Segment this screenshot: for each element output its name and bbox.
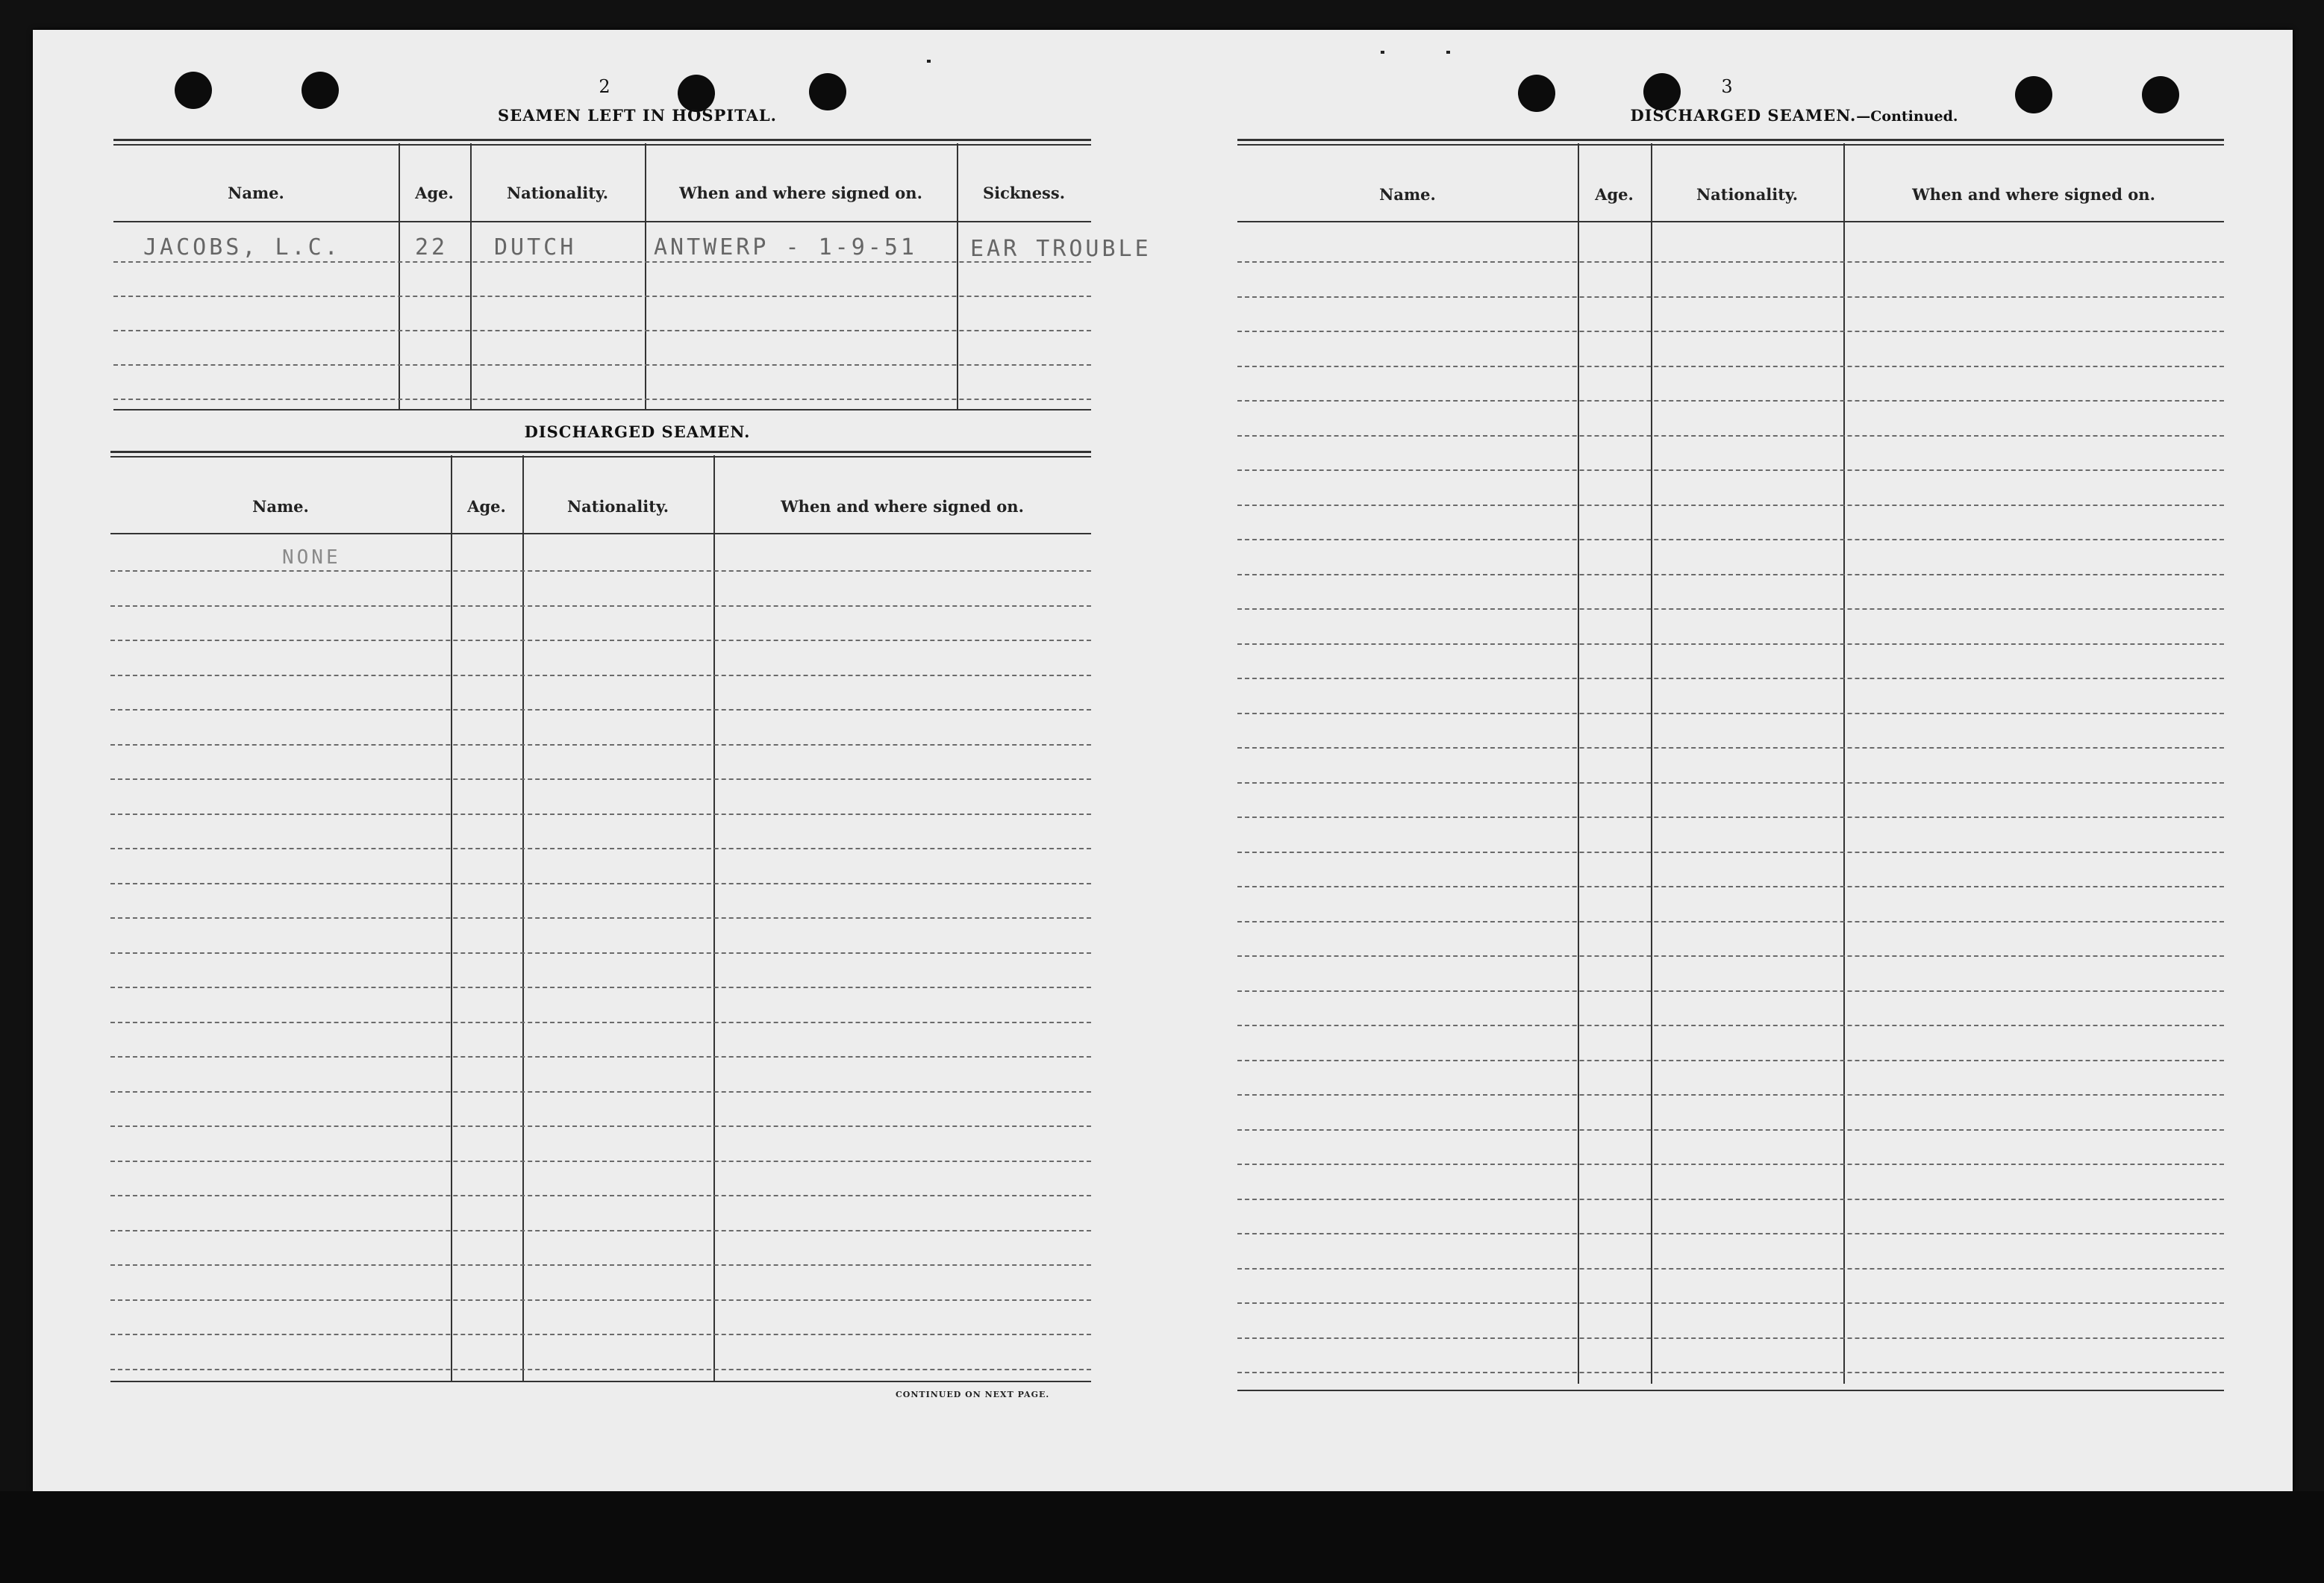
hospital-entry-nationality: DUTCH	[494, 234, 577, 260]
discharged-col-name: Name.	[252, 497, 309, 516]
ruled-line	[110, 1230, 1091, 1231]
discharged-col-signed-on: When and where signed on.	[781, 497, 1024, 516]
ruled-line	[1237, 1164, 2224, 1165]
ruled-line	[1237, 261, 2224, 263]
ruled-line	[1237, 782, 2224, 784]
ruled-line	[1237, 366, 2224, 367]
hospital-entry-age: 22	[415, 234, 449, 260]
ruled-line	[1237, 331, 2224, 332]
ruled-line	[110, 1299, 1091, 1301]
ruled-line	[110, 814, 1091, 815]
ruled-line	[1237, 1372, 2224, 1373]
ruled-line	[110, 1161, 1091, 1162]
ruled-line	[110, 778, 1091, 780]
ruled-line	[110, 883, 1091, 884]
hospital-entry-signed-on: ANTWERP - 1-9-51	[654, 234, 917, 260]
ruled-line	[1237, 574, 2224, 575]
ruled-line	[110, 1334, 1091, 1335]
ruled-line	[1237, 400, 2224, 402]
ruled-line	[1237, 1302, 2224, 1304]
ruled-line	[1237, 955, 2224, 957]
ruled-line	[110, 1056, 1091, 1058]
continued-note: CONTINUED ON NEXT PAGE.	[896, 1390, 1050, 1399]
ruled-line	[1237, 1268, 2224, 1270]
punch-hole	[809, 73, 846, 110]
hospital-table	[113, 139, 1152, 452]
ruled-line	[110, 709, 1091, 711]
ruled-line	[1237, 643, 2224, 645]
hospital-col-age: Age.	[415, 184, 454, 202]
ruled-line	[1237, 469, 2224, 471]
register-sheet	[33, 30, 2293, 1491]
right-col-nationality: Nationality.	[1696, 185, 1799, 204]
ruled-line	[1237, 990, 2224, 992]
punch-hole	[175, 72, 212, 109]
ruled-line	[110, 848, 1091, 849]
right-discharged-table	[1237, 139, 2224, 1423]
ruled-line	[1237, 1094, 2224, 1096]
ink-speck	[927, 60, 931, 63]
ruled-line	[1237, 852, 2224, 853]
ink-speck	[1381, 51, 1384, 54]
ruled-line	[1237, 678, 2224, 679]
hospital-col-nationality: Nationality.	[506, 184, 609, 202]
hospital-entry-sickness: EAR TROUBLE	[970, 236, 1152, 262]
right-page-number: 3	[1721, 76, 1733, 97]
ruled-line	[110, 1195, 1091, 1196]
ruled-line	[1237, 608, 2224, 610]
right-col-name: Name.	[1379, 185, 1436, 204]
discharged-heading: DISCHARGED SEAMEN.	[524, 422, 751, 441]
left-page-number: 2	[599, 76, 610, 97]
right-col-signed-on: When and where signed on.	[1912, 185, 2155, 204]
punch-hole	[2142, 76, 2179, 113]
ruled-line	[110, 1125, 1091, 1127]
ruled-line	[110, 917, 1091, 919]
right-heading-suffix: —Continued.	[1856, 108, 1958, 125]
ruled-line	[1237, 296, 2224, 298]
discharged-entry-none: NONE	[282, 546, 341, 569]
ruled-line	[110, 1091, 1091, 1093]
right-heading	[1555, 106, 2033, 125]
ruled-line	[110, 640, 1091, 641]
ink-speck	[1446, 51, 1450, 54]
punch-hole	[1643, 73, 1681, 110]
ruled-line	[110, 987, 1091, 988]
hospital-heading: SEAMEN LEFT IN HOSPITAL.	[498, 106, 777, 125]
ruled-line	[1237, 747, 2224, 749]
discharged-col-age: Age.	[467, 497, 506, 516]
ruled-line	[110, 605, 1091, 607]
hospital-col-signed-on: When and where signed on.	[679, 184, 922, 202]
ruled-line	[1237, 1199, 2224, 1200]
ruled-line	[110, 952, 1091, 954]
ruled-line	[1237, 886, 2224, 887]
discharged-table	[110, 451, 1091, 1421]
right-col-age: Age.	[1595, 185, 1634, 204]
ruled-line	[110, 744, 1091, 746]
ruled-line	[110, 1264, 1091, 1266]
ruled-line	[110, 675, 1091, 676]
ruled-line	[1237, 1337, 2224, 1339]
hospital-col-name: Name.	[228, 184, 284, 202]
ruled-line	[1237, 435, 2224, 437]
ruled-line	[1237, 921, 2224, 922]
ruled-line	[110, 570, 1091, 572]
ruled-line	[1237, 539, 2224, 540]
ruled-line	[1237, 505, 2224, 506]
hospital-col-sickness: Sickness.	[982, 184, 1066, 202]
ruled-line	[1237, 1233, 2224, 1234]
ruled-line	[1237, 817, 2224, 818]
ruled-line	[110, 1369, 1091, 1370]
discharged-col-nationality: Nationality.	[566, 497, 669, 516]
ruled-line	[1237, 1025, 2224, 1026]
scan-edge	[0, 1491, 2324, 1583]
punch-hole	[1518, 75, 1555, 112]
ruled-line	[1237, 1129, 2224, 1131]
ruled-line	[1237, 1060, 2224, 1061]
right-heading-title: DISCHARGED SEAMEN.	[1630, 106, 1857, 125]
punch-hole	[302, 72, 339, 109]
ruled-line	[110, 1022, 1091, 1023]
ruled-line	[1237, 713, 2224, 714]
hospital-entry-name: JACOBS, L.C.	[143, 234, 341, 260]
